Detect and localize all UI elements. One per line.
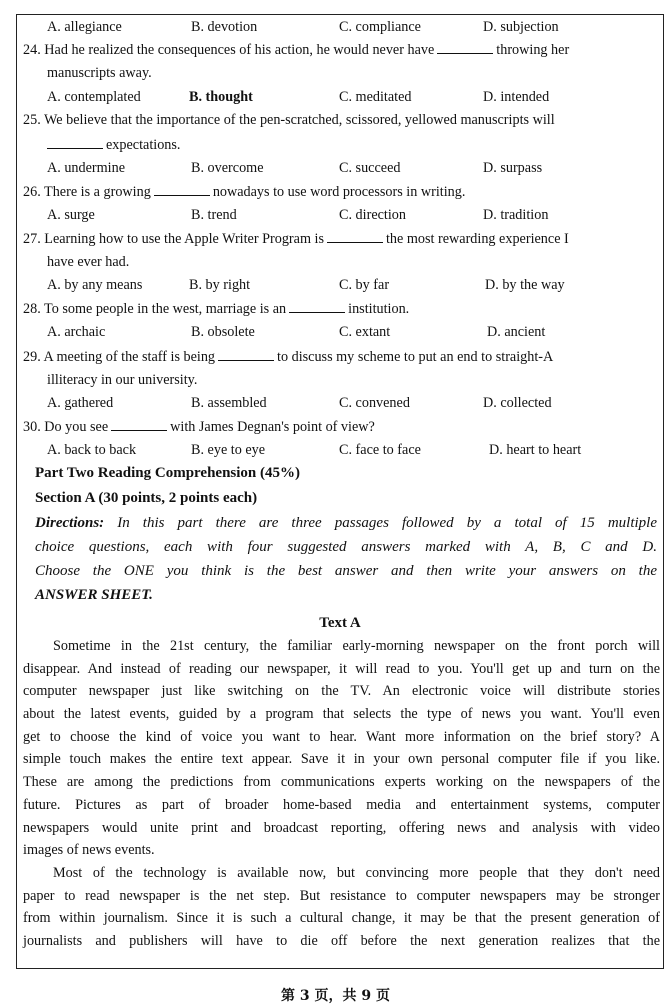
option-b: B. assembled (191, 395, 267, 411)
option-c: C. direction (339, 207, 406, 223)
question-25-stem-cont (47, 136, 663, 154)
question-25-stem (23, 112, 663, 129)
option-c: C. extant (339, 324, 391, 340)
stem-part: expectations. (106, 137, 181, 153)
option-b: B. thought (189, 89, 253, 105)
text-a-paragraph-2 (23, 862, 660, 953)
option-a: A. archaic (47, 324, 106, 340)
paragraph-line: simple touch makes the entire text appear. Save it in your own personal computer file if you like. (23, 751, 660, 768)
option-b: B. obsolete (191, 324, 255, 340)
paragraph-line: journalists and publishers will have to die off before the next generation realizes that the (23, 933, 660, 950)
option-d: D. by the way (485, 277, 565, 293)
question-number: 24. (23, 42, 41, 58)
part-two-title: Part Two Reading Comprehension (45%) (35, 465, 301, 481)
option-d: D. ancient (487, 324, 546, 340)
option-a: A. allegiance (47, 19, 122, 35)
directions-line: choice questions, each with four suggested answers marked with A, B, C and D. (35, 539, 657, 555)
directions-label: Directions: (35, 515, 105, 531)
option-c: C. compliance (339, 19, 421, 35)
option-c: C. succeed (339, 160, 401, 176)
stem-part: institution. (348, 301, 410, 317)
paragraph-line: Most of the technology is available now, but convincing more people that they don't need (53, 865, 660, 881)
question-number: 29. (23, 349, 41, 365)
paragraph-line: images of news events. (23, 842, 155, 859)
question-29-stem (23, 348, 663, 366)
option-d: D. heart to heart (489, 442, 582, 458)
paragraph-line: These are among the predictions from communications experts working on the newspapers of the (23, 774, 660, 791)
option-b: B. by right (189, 277, 251, 293)
page-number-footer: 第 3 页，共 9 页 (281, 988, 390, 1004)
paragraph-line: Sometime in the 21st century, the familiar early-morning newspaper on the front porch will (53, 638, 660, 654)
question-30-stem (23, 418, 663, 436)
exam-page-frame (16, 14, 664, 969)
question-27-stem-cont: have ever had. (47, 254, 130, 270)
question-number: 27. (23, 231, 41, 247)
option-b: B. devotion (191, 19, 258, 35)
option-a: A. undermine (47, 160, 126, 176)
option-d: D. intended (483, 89, 550, 105)
stem-part: to discuss my scheme to put an end to straight-A (277, 349, 554, 365)
question-24-stem-cont: manuscripts away. (47, 65, 152, 81)
stem-part: Do you see (44, 419, 109, 435)
stem-part: nowadays to use word processors in writing. (212, 184, 466, 200)
answer-blank (289, 300, 345, 313)
option-d: D. collected (483, 395, 552, 411)
stem-part: Learning how to use the Apple Writer Program is (44, 231, 324, 247)
stem-part: the most rewarding experience I (385, 231, 569, 247)
option-c: C. by far (339, 277, 390, 293)
paragraph-line: future. Pictures as part of broader home-based media and entertainment systems, computer (23, 796, 660, 813)
option-b: B. overcome (191, 160, 264, 176)
answer-blank (154, 183, 210, 196)
option-a: A. gathered (47, 395, 114, 411)
stem-part: To some people in the west, marriage is an (44, 301, 287, 317)
paragraph-line: disappear. And instead of reading our newspaper, it will read to you. You'll get up and turn on the (23, 660, 660, 677)
option-d: D. tradition (483, 207, 549, 223)
answer-blank (218, 348, 274, 361)
stem-part: Had he realized the consequences of his action, he would never have (44, 42, 435, 58)
option-a: A. surge (47, 207, 95, 223)
stem-part: A meeting of the staff is being (43, 349, 216, 365)
question-number: 26. (23, 184, 41, 200)
paragraph-line: newspapers would unite print and broadcast reporting, offering news and analysis with video (23, 819, 660, 836)
stem-part: We believe that the importance of the pen-scratched, scissored, yellowed manuscripts will (44, 112, 555, 128)
section-a-title: Section A (30 points, 2 points each) (35, 490, 258, 506)
option-a: A. back to back (47, 442, 137, 458)
directions (35, 511, 657, 607)
directions-line: ANSWER SHEET. (35, 587, 153, 603)
stem-part: with James Degnan's point of view? (170, 419, 375, 435)
option-a: A. by any means (47, 277, 143, 293)
paragraph-line: about the latest events, guided by a program that selects the type of news you want. You'll even (23, 706, 660, 723)
question-29-stem-cont: illiteracy in our university. (47, 372, 198, 388)
option-a: A. contemplated (47, 89, 141, 105)
option-d: D. surpass (483, 160, 543, 176)
option-c: C. meditated (339, 89, 412, 105)
question-number: 25. (23, 112, 41, 128)
paragraph-line: get to choose the kind of voice you want to hear. Want more information on the brief story? A (23, 728, 660, 745)
directions-line: Choose the ONE you think is the best answer and then write your answers on the (35, 563, 657, 579)
question-26-stem (23, 183, 663, 201)
question-28-stem (23, 300, 663, 318)
answer-blank (327, 230, 383, 243)
option-b: B. trend (191, 207, 237, 223)
question-number: 30. (23, 419, 41, 435)
paragraph-line: from within journalism. Since it is such a cultural change, it may be that the present generation of (23, 910, 660, 927)
stem-part: There is a growing (44, 184, 151, 200)
text-a-paragraph-1 (23, 635, 660, 862)
question-number: 28. (23, 301, 41, 317)
option-d: D. subjection (483, 19, 559, 35)
paragraph-line: paper to read newspaper is the net step. But resistance to computer newspapers may be stronger (23, 887, 660, 904)
paragraph-line: computer newspaper just like switching on the TV. An electronic voice will distribute stories (23, 683, 660, 700)
directions-line: In this part there are three passages followed by a total of 15 multiple (117, 515, 657, 531)
option-c: C. convened (339, 395, 410, 411)
question-24-stem (23, 41, 663, 59)
option-b: B. eye to eye (191, 442, 266, 458)
text-a-title: Text A (319, 615, 361, 631)
option-c: C. face to face (339, 442, 421, 458)
stem-part: throwing her (496, 42, 570, 58)
answer-blank (437, 41, 493, 54)
answer-blank (111, 418, 167, 431)
question-27-stem (23, 230, 663, 248)
answer-blank (47, 136, 103, 149)
